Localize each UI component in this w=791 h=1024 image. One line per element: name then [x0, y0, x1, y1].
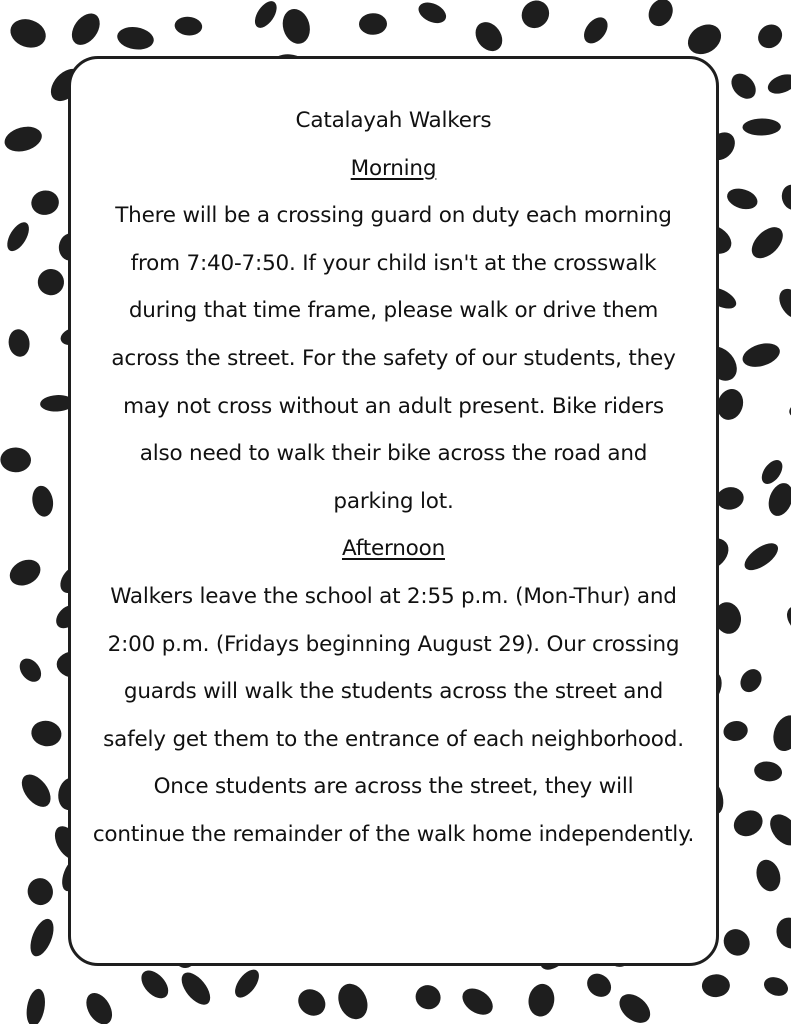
background-spot [765, 71, 791, 98]
background-spot [727, 69, 761, 104]
morning-line: There will be a crossing guard on duty each morning [115, 203, 672, 229]
notice-content [71, 97, 716, 859]
background-spot [740, 538, 782, 575]
background-spot [579, 13, 612, 48]
background-spot [30, 189, 61, 217]
background-spot [81, 988, 117, 1024]
background-spot [729, 805, 767, 841]
background-spot [25, 876, 55, 907]
background-spot [174, 16, 203, 37]
background-spot [415, 0, 449, 27]
background-spot [718, 924, 755, 961]
background-spot [7, 328, 31, 358]
morning-heading: Morning [350, 155, 437, 181]
background-spot [3, 219, 33, 255]
morning-line: during that time frame, please walk or drive them [128, 298, 659, 324]
background-spot [16, 769, 56, 812]
background-spot [176, 968, 215, 1010]
background-spot [715, 485, 745, 511]
afternoon-line: continue the remainder of the walk home independently. [92, 821, 695, 847]
background-spot [769, 711, 791, 754]
background-spot [7, 15, 50, 53]
background-spot [761, 974, 790, 999]
background-spot [787, 394, 791, 422]
background-spot [293, 984, 331, 1021]
background-spot [742, 118, 781, 136]
afternoon-line: Once students are across the street, they will [153, 774, 634, 800]
background-spot [29, 718, 63, 748]
background-spot [5, 555, 44, 591]
background-spot [2, 123, 45, 156]
background-spot [116, 25, 156, 52]
background-spot [725, 185, 760, 212]
background-spot [740, 339, 783, 371]
background-spot [526, 982, 556, 1018]
background-spot [753, 20, 787, 54]
background-spot [30, 484, 55, 518]
background-spot [33, 264, 69, 300]
background-spot [516, 0, 555, 34]
afternoon-line: guards will walk the students across the street and [123, 679, 664, 705]
background-spot [359, 13, 387, 35]
background-spot [333, 979, 373, 1024]
afternoon-line: 2:00 p.m. (Fridays beginning August 29). Our crossing [107, 631, 680, 657]
afternoon-line: safely get them to the entrance of each neighborhood. [103, 726, 684, 752]
background-spot [764, 809, 791, 851]
morning-line: from 7:40-7:50. If your child isn't at the crosswalk [130, 250, 657, 276]
morning-line: may not cross without an adult present. Bike riders [123, 393, 664, 419]
background-spot [753, 857, 784, 895]
background-spot [251, 0, 281, 32]
background-spot [136, 966, 173, 1004]
background-spot [614, 988, 656, 1024]
background-spot [758, 456, 787, 487]
background-spot [0, 447, 31, 473]
background-spot [682, 18, 726, 60]
background-spot [781, 599, 791, 644]
background-spot [746, 221, 789, 264]
background-spot [24, 987, 48, 1024]
background-spot [644, 0, 677, 30]
background-spot [458, 983, 498, 1020]
background-spot [774, 284, 791, 323]
afternoon-heading: Afternoon [341, 536, 445, 562]
background-spot [230, 965, 263, 1001]
background-spot [764, 480, 791, 520]
morning-line: across the street. For the safety of our students, they [111, 345, 676, 371]
morning-line: parking lot. [333, 488, 454, 514]
background-spot [15, 654, 45, 686]
background-spot [736, 665, 766, 696]
background-spot [412, 981, 445, 1013]
background-spot [470, 17, 508, 56]
background-spot [772, 913, 791, 952]
page-title: Catalayah Walkers [295, 108, 492, 133]
notice-card [68, 56, 719, 966]
background-spot [722, 719, 749, 743]
background-spot [779, 182, 791, 213]
background-spot [279, 6, 314, 47]
morning-line: also need to walk their bike across the road and [139, 441, 648, 467]
background-spot [753, 760, 784, 784]
background-spot [66, 8, 105, 50]
background-spot [701, 974, 730, 998]
background-spot [26, 916, 58, 960]
afternoon-line: Walkers leave the school at 2:55 p.m. (Mon-Thur) and [110, 583, 677, 609]
background-spot [582, 969, 615, 1002]
